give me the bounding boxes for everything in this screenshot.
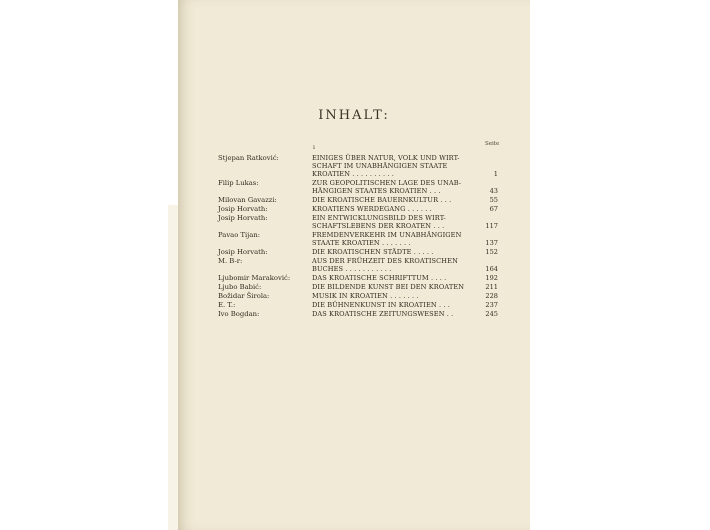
toc-entry <box>178 283 530 291</box>
toc-title <box>312 154 472 178</box>
toc-author: Ljubo Babić: <box>218 283 262 291</box>
toc-entry <box>178 292 530 300</box>
page-column-label: Seite <box>485 141 500 147</box>
toc-title-line: DIE KROATISCHE BAUERNKULTUR . . . <box>312 196 452 204</box>
toc-entry <box>178 310 530 318</box>
toc-entry <box>178 196 530 204</box>
page-title: INHALT: <box>318 108 390 123</box>
toc-author: Pavao Tijan: <box>218 231 260 239</box>
toc-title <box>312 214 472 230</box>
toc-entry <box>178 231 530 247</box>
toc-author: M. B-r: <box>218 257 243 265</box>
toc-author: Stjepan Ratković: <box>218 154 279 162</box>
toc-title <box>312 179 472 195</box>
toc-title-line: STAATE KROATIEN . . . . . . . <box>312 239 411 247</box>
toc-title-line: BUCHES . . . . . . . . . . . <box>312 265 392 273</box>
toc-title-line: DIE BILDENDE KUNST BEI DEN KROATEN <box>312 283 465 291</box>
toc-title-line: EINIGES ÜBER NATUR, VOLK UND WIRT- <box>312 154 460 162</box>
toc-author: Božidar Širola: <box>218 292 270 300</box>
toc-page-number: 67 <box>489 205 498 213</box>
toc-title-line: KROATIENS WERDEGANG . . . . . . <box>312 205 432 213</box>
toc-page-number: 228 <box>485 292 498 300</box>
toc-title <box>312 205 472 213</box>
toc-page-number: 137 <box>485 239 498 247</box>
toc-title <box>312 231 472 247</box>
toc-entry <box>178 257 530 273</box>
toc-entry <box>178 154 530 178</box>
toc-entry <box>178 205 530 213</box>
toc-title <box>312 274 472 282</box>
toc-page-number: 152 <box>485 248 498 256</box>
toc-author: Josip Horvath: <box>218 248 268 256</box>
book-page <box>178 0 530 530</box>
toc-title <box>312 301 472 309</box>
toc-author: Filip Lukas: <box>218 179 259 187</box>
toc-title-line: MUSIK IN KROATIEN . . . . . . . <box>312 292 419 300</box>
toc-title <box>312 310 472 318</box>
toc-page-number: 117 <box>485 222 498 230</box>
print-mark: ı <box>313 144 315 151</box>
toc-title <box>312 257 472 273</box>
toc-entry <box>178 301 530 309</box>
toc-title <box>312 292 472 300</box>
toc-title-line: DAS KROATISCHE ZEITUNGSWESEN . . <box>312 310 454 318</box>
toc-page-number: 211 <box>485 283 498 291</box>
toc-title-line: HÄNGIGEN STAATES KROATIEN . . . <box>312 187 441 195</box>
toc-title-line: SCHAFTSLEBENS DER KROATEN . . . <box>312 222 445 230</box>
toc-title-line: DIE KROATISCHEN STÄDTE . . . . . <box>312 248 434 256</box>
toc-author: Josip Horvath: <box>218 214 268 222</box>
toc-title-line: SCHAFT IM UNABHÄNGIGEN STAATE <box>312 162 448 170</box>
toc-author: Ljubomir Maraković: <box>218 274 291 282</box>
toc-title <box>312 248 472 256</box>
toc-title <box>312 283 472 291</box>
toc-page-number: 1 <box>493 170 498 178</box>
toc-entry <box>178 179 530 195</box>
toc-page-number: 55 <box>489 196 498 204</box>
toc-page-number: 164 <box>485 265 498 273</box>
toc-title-line: DIE BÜHNENKUNST IN KROATIEN . . . <box>312 301 450 309</box>
toc-title-line: DAS KROATISCHE SCHRIFTTUM . . . . <box>312 274 447 282</box>
toc-title-line: ZUR GEOPOLITISCHEN LAGE DES UNAB- <box>312 179 462 187</box>
toc-title-line: AUS DER FRÜHZEIT DES KROATISCHEN <box>312 257 458 265</box>
toc-entry <box>178 248 530 256</box>
toc-author: Ivo Bogdan: <box>218 310 260 318</box>
toc-list <box>178 154 530 319</box>
toc-title-line: EIN ENTWICKLUNGSBILD DES WIRT- <box>312 214 446 222</box>
toc-title <box>312 196 472 204</box>
toc-page-number: 237 <box>485 301 498 309</box>
toc-page-number: 192 <box>485 274 498 282</box>
toc-author: Josip Horvath: <box>218 205 268 213</box>
toc-title-line: FREMDENVERKEHR IM UNABHÄNGIGEN <box>312 231 462 239</box>
toc-entry <box>178 214 530 230</box>
toc-author: Milovan Gavazzi: <box>218 196 277 204</box>
toc-page-number: 43 <box>489 187 498 195</box>
toc-author: E. T.: <box>218 301 236 309</box>
toc-page-number: 245 <box>485 310 498 318</box>
toc-entry <box>178 274 530 282</box>
toc-title-line: KROATIEN . . . . . . . . . . <box>312 170 395 178</box>
